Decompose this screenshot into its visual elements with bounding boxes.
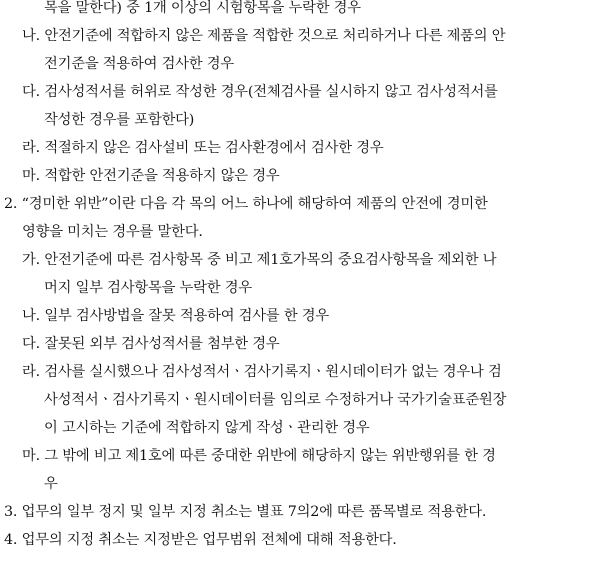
- list-item-continuation: 목을 말한다) 중 1개 이상의 시험항목을 누락한 경우: [44, 0, 361, 16]
- item-marker: 라.: [22, 364, 40, 380]
- numbered-item-2: [0, 190, 596, 218]
- list-item-continuation: 이 고시하는 기준에 적합하지 않게 작성ㆍ관리한 경우: [44, 420, 370, 436]
- item-marker: 나.: [22, 308, 40, 324]
- item-marker: 나.: [22, 28, 40, 44]
- list-item-da: [0, 330, 596, 358]
- numbered-item-3: [0, 498, 596, 526]
- list-item-continuation: 머지 일부 검사항목을 누락한 경우: [44, 280, 252, 296]
- list-item-na: [0, 302, 596, 330]
- item-text: 검사를 실시했으나 검사성적서ㆍ검사기록지ㆍ원시데이터가 없는 경우나 검: [44, 364, 502, 380]
- list-item-ma: [0, 162, 596, 190]
- item-text: 안전기준에 따른 검사항목 중 비고 제1호가목의 중요검사항목을 제외한 나: [44, 252, 497, 268]
- item-marker: 마.: [22, 168, 40, 184]
- item-marker: 2.: [4, 196, 18, 212]
- list-item-continuation: 전기준을 적용하여 검사한 경우: [44, 56, 234, 72]
- item-marker: 마.: [22, 448, 40, 464]
- item-text: “경미한 위반”이란 다음 각 목의 어느 하나에 해당하여 제품의 안전에 경미한: [21, 196, 488, 212]
- item-text: 적절하지 않은 검사설비 또는 검사환경에서 검사한 경우: [44, 140, 384, 156]
- item-marker: 다.: [22, 84, 40, 100]
- item-text: 업무의 지정 취소는 지정받은 업무범위 전체에 대해 적용한다.: [21, 532, 397, 548]
- item-marker: 라.: [22, 140, 40, 156]
- list-item-ra: [0, 134, 596, 162]
- item-marker: 3.: [4, 504, 18, 520]
- list-item-ga: [0, 246, 596, 274]
- item-text: 업무의 일부 정지 및 일부 지정 취소는 별표 7의2에 따른 품목별로 적용한다.: [21, 504, 487, 520]
- item-marker: 가.: [22, 252, 40, 268]
- list-item-continuation: 작성한 경우를 포함한다): [44, 112, 195, 128]
- item-text: 잘못된 외부 검사성적서를 첨부한 경우: [44, 336, 280, 352]
- list-item-ra: [0, 358, 596, 386]
- item-text: 그 밖에 비고 제1호에 따른 중대한 위반에 해당하지 않는 위반행위를 한 경: [44, 448, 496, 464]
- list-item-da: [0, 78, 596, 106]
- list-item-ma: [0, 442, 596, 470]
- numbered-item-4: [0, 526, 596, 554]
- list-item-continuation: 사성적서ㆍ검사기록지ㆍ원시데이터를 임의로 수정하거나 국가기술표준원장: [44, 392, 507, 408]
- list-item-na: [0, 22, 596, 50]
- item-marker: 4.: [4, 532, 18, 548]
- item-text: 적합한 안전기준을 적용하지 않은 경우: [44, 168, 280, 184]
- item-marker: 다.: [22, 336, 40, 352]
- item-text: 일부 검사방법을 잘못 적용하여 검사를 한 경우: [44, 308, 329, 324]
- list-item-continuation: 우: [44, 476, 58, 492]
- numbered-item-continuation: 영향을 미치는 경우를 말한다.: [22, 224, 203, 240]
- item-text: 검사성적서를 허위로 작성한 경우(전체검사를 실시하지 않고 검사성적서를: [44, 84, 498, 100]
- item-text: 안전기준에 적합하지 않은 제품을 적합한 것으로 처리하거나 다른 제품의 안: [44, 28, 506, 44]
